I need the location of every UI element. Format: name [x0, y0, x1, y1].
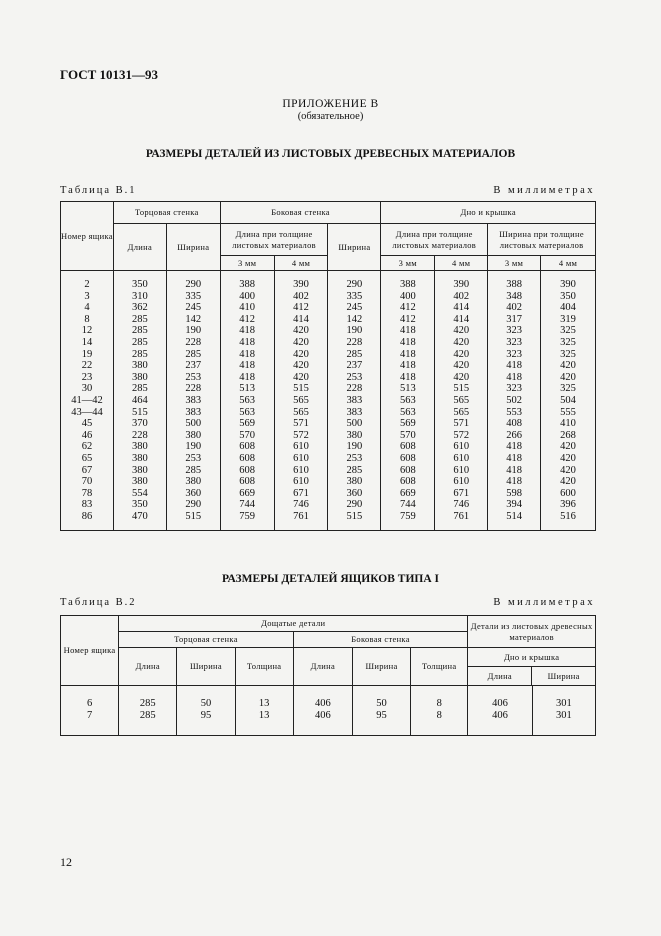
t1-header-bottom-width-thickness: Ширина при толщине листовых материалов	[488, 224, 596, 256]
table-cell: 412	[381, 314, 435, 326]
table-cell: 502	[488, 395, 541, 407]
table-b2	[60, 615, 596, 736]
t1-header-side-length-thickness: Длина при толщине листовых материалов	[220, 224, 328, 256]
table-row	[61, 499, 596, 511]
table-cell: 13	[235, 710, 293, 736]
table-cell: 418	[381, 325, 435, 337]
table-cell: 420	[541, 360, 596, 372]
table-cell: 746	[274, 499, 328, 511]
table-cell: 310	[113, 291, 166, 303]
table-cell: 390	[435, 271, 488, 291]
table-cell: 50	[177, 686, 235, 710]
table-cell: 744	[381, 499, 435, 511]
table-cell: 565	[274, 395, 328, 407]
table-cell: 228	[328, 337, 381, 349]
table-cell: 370	[113, 418, 166, 430]
table-cell: 406	[293, 686, 352, 710]
table-cell: 761	[435, 511, 488, 531]
table-cell: 383	[328, 407, 381, 419]
table-cell: 515	[274, 383, 328, 395]
t2-header-end-width: Ширина	[177, 648, 235, 686]
table-cell: 390	[541, 271, 596, 291]
table-cell: 285	[113, 383, 166, 395]
table-cell: 418	[220, 337, 274, 349]
table-cell: 290	[166, 271, 220, 291]
table-cell: 2	[61, 271, 114, 291]
table-cell: 350	[541, 291, 596, 303]
t1-header-bottom-length-thickness: Длина при толщине листовых материалов	[381, 224, 488, 256]
table-cell: 516	[541, 511, 596, 531]
table-cell: 608	[381, 465, 435, 477]
table-cell: 325	[541, 325, 596, 337]
table-cell: 420	[274, 360, 328, 372]
table-cell: 380	[113, 453, 166, 465]
table-cell: 420	[541, 453, 596, 465]
table-row	[61, 271, 596, 291]
table-cell: 253	[328, 453, 381, 465]
table-cell: 608	[220, 453, 274, 465]
table-cell: 410	[220, 302, 274, 314]
table-cell: 513	[220, 383, 274, 395]
appendix-note: (обязательное)	[297, 111, 364, 122]
table-cell: 671	[274, 488, 328, 500]
table-cell: 420	[274, 337, 328, 349]
table-row	[61, 337, 596, 349]
table-cell: 761	[274, 511, 328, 531]
table-cell: 190	[166, 441, 220, 453]
table-cell: 335	[328, 291, 381, 303]
table-row	[61, 383, 596, 395]
table-cell: 46	[61, 430, 114, 442]
t1-header-3mm: 3 мм	[381, 256, 435, 271]
table-cell: 410	[541, 418, 596, 430]
table-cell: 245	[166, 302, 220, 314]
table-cell: 418	[488, 465, 541, 477]
table-cell: 412	[220, 314, 274, 326]
table-cell: 237	[328, 360, 381, 372]
table-cell: 565	[435, 395, 488, 407]
table-cell: 569	[220, 418, 274, 430]
table-cell: 565	[274, 407, 328, 419]
table-cell: 400	[220, 291, 274, 303]
table-row	[61, 407, 596, 419]
table-cell: 610	[274, 441, 328, 453]
t1-header-3mm: 3 мм	[488, 256, 541, 271]
table-row	[61, 488, 596, 500]
table-cell: 418	[220, 372, 274, 384]
table-cell: 6	[61, 686, 119, 710]
table-cell: 301	[532, 710, 595, 736]
table-cell: 285	[166, 349, 220, 361]
table-cell: 515	[166, 511, 220, 531]
table-cell: 285	[166, 465, 220, 477]
table-row	[61, 465, 596, 477]
table-cell: 563	[220, 395, 274, 407]
table-cell: 383	[328, 395, 381, 407]
table-cell: 290	[328, 271, 381, 291]
table-cell: 43—44	[61, 407, 114, 419]
table-cell: 380	[113, 441, 166, 453]
table-cell: 515	[435, 383, 488, 395]
table-cell: 513	[381, 383, 435, 395]
table-cell: 266	[488, 430, 541, 442]
table-cell: 420	[435, 360, 488, 372]
table-cell: 553	[488, 407, 541, 419]
t2-header-bottom-length: Длина	[468, 667, 532, 685]
table-cell: 325	[541, 337, 596, 349]
table-cell: 600	[541, 488, 596, 500]
table-cell: 504	[541, 395, 596, 407]
table-cell: 290	[328, 499, 381, 511]
table-cell: 608	[381, 441, 435, 453]
table-cell: 610	[274, 476, 328, 488]
table-row	[61, 395, 596, 407]
table-cell: 8	[411, 710, 468, 736]
table-cell: 95	[352, 710, 410, 736]
page-number: 12	[60, 855, 72, 869]
table-cell: 610	[435, 476, 488, 488]
table-cell: 383	[166, 407, 220, 419]
table-cell: 360	[328, 488, 381, 500]
table-cell: 380	[328, 476, 381, 488]
table-cell: 142	[166, 314, 220, 326]
table-cell: 563	[381, 407, 435, 419]
table-cell: 608	[220, 465, 274, 477]
table-cell: 253	[166, 453, 220, 465]
table-cell: 23	[61, 372, 114, 384]
table-cell: 380	[113, 372, 166, 384]
table-cell: 420	[541, 441, 596, 453]
table-cell: 412	[381, 302, 435, 314]
table-cell: 608	[220, 476, 274, 488]
table-cell: 464	[113, 395, 166, 407]
table-cell: 515	[113, 407, 166, 419]
table-cell: 285	[119, 710, 177, 736]
table-cell: 380	[113, 465, 166, 477]
table-cell: 8	[411, 686, 468, 710]
table-cell: 420	[435, 337, 488, 349]
t1-header-box-number: Номер ящика	[61, 202, 114, 271]
table-b1	[60, 201, 596, 531]
table-cell: 404	[541, 302, 596, 314]
table-cell: 418	[381, 372, 435, 384]
table2-units: В миллиметрах	[493, 597, 595, 608]
table-cell: 571	[435, 418, 488, 430]
t1-header-4mm: 4 мм	[274, 256, 328, 271]
table-cell: 470	[113, 511, 166, 531]
t2-header-bottom-lid-group	[468, 648, 596, 686]
table-cell: 78	[61, 488, 114, 500]
table-cell: 323	[488, 325, 541, 337]
table-row	[61, 453, 596, 465]
table-cell: 406	[468, 686, 532, 710]
table-cell: 383	[166, 395, 220, 407]
table-cell: 418	[488, 360, 541, 372]
table-cell: 285	[328, 465, 381, 477]
table-cell: 610	[435, 441, 488, 453]
table-row	[61, 325, 596, 337]
table-cell: 317	[488, 314, 541, 326]
table-cell: 142	[328, 314, 381, 326]
table-b2-body	[61, 686, 596, 736]
table1-label: Таблица В.1	[60, 185, 137, 196]
table-cell: 420	[541, 465, 596, 477]
table-cell: 610	[435, 453, 488, 465]
table-cell: 610	[274, 465, 328, 477]
table-cell: 8	[61, 314, 114, 326]
table-cell: 759	[381, 511, 435, 531]
table-cell: 380	[113, 476, 166, 488]
table-cell: 95	[177, 710, 235, 736]
table-cell: 268	[541, 430, 596, 442]
table-cell: 610	[435, 465, 488, 477]
table-cell: 420	[274, 325, 328, 337]
t2-header-planks: Дощатые детали	[119, 616, 468, 632]
table-cell: 418	[381, 360, 435, 372]
t2-header-end-wall: Торцовая стенка	[119, 632, 294, 648]
document-code: ГОСТ 10131—93	[60, 67, 159, 82]
table-cell: 418	[488, 441, 541, 453]
t1-header-bottom-lid: Дно и крышка	[381, 202, 596, 224]
t2-header-box-number: Номер ящика	[61, 616, 119, 686]
table-cell: 563	[381, 395, 435, 407]
table-cell: 565	[435, 407, 488, 419]
table-b1-body	[61, 271, 596, 531]
table-row	[61, 360, 596, 372]
table-row	[61, 418, 596, 430]
table-cell: 323	[488, 349, 541, 361]
section1-heading: РАЗМЕРЫ ДЕТАЛЕЙ ИЗ ЛИСТОВЫХ ДРЕВЕСНЫХ МАТЕРИАЛОВ	[145, 148, 516, 160]
table-row	[61, 511, 596, 531]
appendix-title: ПРИЛОЖЕНИЕ В	[282, 98, 379, 110]
table-cell: 408	[488, 418, 541, 430]
table-cell: 418	[488, 476, 541, 488]
table-cell: 500	[166, 418, 220, 430]
table-cell: 608	[381, 476, 435, 488]
table-cell: 420	[541, 372, 596, 384]
t2-header-side-thickness: Толщина	[411, 648, 468, 686]
table-cell: 746	[435, 499, 488, 511]
table-cell: 41—42	[61, 395, 114, 407]
t2-header-side-wall: Боковая стенка	[293, 632, 468, 648]
table-cell: 569	[381, 418, 435, 430]
table-cell: 350	[113, 271, 166, 291]
table-row	[61, 710, 596, 736]
table-cell: 388	[488, 271, 541, 291]
table-cell: 414	[435, 314, 488, 326]
table-cell: 362	[113, 302, 166, 314]
table-cell: 3	[61, 291, 114, 303]
table-row	[61, 441, 596, 453]
table-cell: 253	[166, 372, 220, 384]
table-cell: 418	[488, 453, 541, 465]
table-cell: 253	[328, 372, 381, 384]
table-cell: 608	[220, 441, 274, 453]
table-cell: 335	[166, 291, 220, 303]
t1-header-end-wall: Торцовая стенка	[113, 202, 220, 224]
table-cell: 45	[61, 418, 114, 430]
table-cell: 418	[220, 349, 274, 361]
t2-header-end-length: Длина	[119, 648, 177, 686]
t1-header-side-width: Ширина	[328, 224, 381, 271]
table-cell: 388	[381, 271, 435, 291]
table-cell: 669	[220, 488, 274, 500]
table-cell: 402	[274, 291, 328, 303]
table-cell: 323	[488, 383, 541, 395]
table-cell: 420	[435, 349, 488, 361]
t2-header-side-length: Длина	[293, 648, 352, 686]
table-cell: 390	[274, 271, 328, 291]
table-cell: 323	[488, 337, 541, 349]
t2-header-sheet-parts: Детали из листовых древесных материалов	[468, 616, 596, 648]
table-cell: 400	[381, 291, 435, 303]
table-cell: 190	[328, 325, 381, 337]
table-cell: 285	[113, 337, 166, 349]
table-cell: 380	[166, 476, 220, 488]
table-row	[61, 430, 596, 442]
t1-header-end-length: Длина	[113, 224, 166, 271]
t1-header-3mm: 3 мм	[220, 256, 274, 271]
table-cell: 418	[220, 325, 274, 337]
table-cell: 572	[435, 430, 488, 442]
table-cell: 418	[381, 349, 435, 361]
table-row	[61, 686, 596, 710]
table-cell: 380	[328, 430, 381, 442]
table-cell: 555	[541, 407, 596, 419]
table-cell: 394	[488, 499, 541, 511]
table-cell: 418	[220, 360, 274, 372]
table-cell: 420	[435, 372, 488, 384]
table-cell: 396	[541, 499, 596, 511]
table2-label: Таблица В.2	[60, 597, 137, 608]
table-cell: 570	[381, 430, 435, 442]
table-cell: 570	[220, 430, 274, 442]
table-row	[61, 291, 596, 303]
table-cell: 500	[328, 418, 381, 430]
table-cell: 325	[541, 383, 596, 395]
t2-header-end-thickness: Толщина	[235, 648, 293, 686]
t2-header-bottom-lid: Дно и крышка	[468, 648, 595, 667]
table-cell: 412	[274, 302, 328, 314]
t2-header-side-width: Ширина	[352, 648, 410, 686]
table-cell: 190	[166, 325, 220, 337]
table-row	[61, 314, 596, 326]
table-cell: 671	[435, 488, 488, 500]
table-cell: 245	[328, 302, 381, 314]
table-cell: 285	[113, 314, 166, 326]
table-row	[61, 476, 596, 488]
table-cell: 608	[381, 453, 435, 465]
table-cell: 420	[274, 372, 328, 384]
table-cell: 418	[488, 372, 541, 384]
table-cell: 414	[435, 302, 488, 314]
table-cell: 669	[381, 488, 435, 500]
table-cell: 406	[468, 710, 532, 736]
table-cell: 350	[113, 499, 166, 511]
table-row	[61, 372, 596, 384]
table-cell: 13	[235, 686, 293, 710]
t1-header-4mm: 4 мм	[541, 256, 596, 271]
table-cell: 420	[541, 476, 596, 488]
table-cell: 237	[166, 360, 220, 372]
table-cell: 7	[61, 710, 119, 736]
t1-header-side-wall: Боковая стенка	[220, 202, 381, 224]
table-cell: 228	[166, 337, 220, 349]
table-cell: 285	[119, 686, 177, 710]
table-cell: 418	[381, 337, 435, 349]
table-cell: 563	[220, 407, 274, 419]
table-cell: 414	[274, 314, 328, 326]
table-cell: 759	[220, 511, 274, 531]
table1-units: В миллиметрах	[493, 185, 595, 196]
table-cell: 610	[274, 453, 328, 465]
table-cell: 515	[328, 511, 381, 531]
table-cell: 285	[113, 325, 166, 337]
table-cell: 325	[541, 349, 596, 361]
table-cell: 402	[435, 291, 488, 303]
table-cell: 572	[274, 430, 328, 442]
table-cell: 83	[61, 499, 114, 511]
table-cell: 554	[113, 488, 166, 500]
table-cell: 22	[61, 360, 114, 372]
table-cell: 19	[61, 349, 114, 361]
table-cell: 420	[435, 325, 488, 337]
table-cell: 598	[488, 488, 541, 500]
table-cell: 228	[328, 383, 381, 395]
table-cell: 62	[61, 441, 114, 453]
table-cell: 70	[61, 476, 114, 488]
table-cell: 30	[61, 383, 114, 395]
table-cell: 14	[61, 337, 114, 349]
table-cell: 65	[61, 453, 114, 465]
table-cell: 190	[328, 441, 381, 453]
t2-header-bottom-width: Ширина	[547, 671, 580, 681]
section2-heading: РАЗМЕРЫ ДЕТАЛЕЙ ЯЩИКОВ ТИПА I	[221, 573, 440, 585]
table-cell: 285	[113, 349, 166, 361]
table-cell: 67	[61, 465, 114, 477]
table-cell: 285	[328, 349, 381, 361]
table-cell: 12	[61, 325, 114, 337]
table-cell: 348	[488, 291, 541, 303]
table-cell: 744	[220, 499, 274, 511]
table-row	[61, 349, 596, 361]
t1-header-4mm: 4 мм	[435, 256, 488, 271]
table-cell: 514	[488, 511, 541, 531]
table-cell: 380	[113, 360, 166, 372]
table-cell: 228	[113, 430, 166, 442]
table-cell: 4	[61, 302, 114, 314]
table-cell: 388	[220, 271, 274, 291]
table-cell: 360	[166, 488, 220, 500]
table-cell: 406	[293, 710, 352, 736]
table-cell: 228	[166, 383, 220, 395]
table-cell: 301	[532, 686, 595, 710]
table-cell: 380	[166, 430, 220, 442]
table-cell: 402	[488, 302, 541, 314]
table-cell: 571	[274, 418, 328, 430]
table-cell: 50	[352, 686, 410, 710]
table-cell: 86	[61, 511, 114, 531]
t1-header-end-width: Ширина	[166, 224, 220, 271]
table-cell: 420	[274, 349, 328, 361]
table-row	[61, 302, 596, 314]
table-cell: 319	[541, 314, 596, 326]
table-cell: 290	[166, 499, 220, 511]
